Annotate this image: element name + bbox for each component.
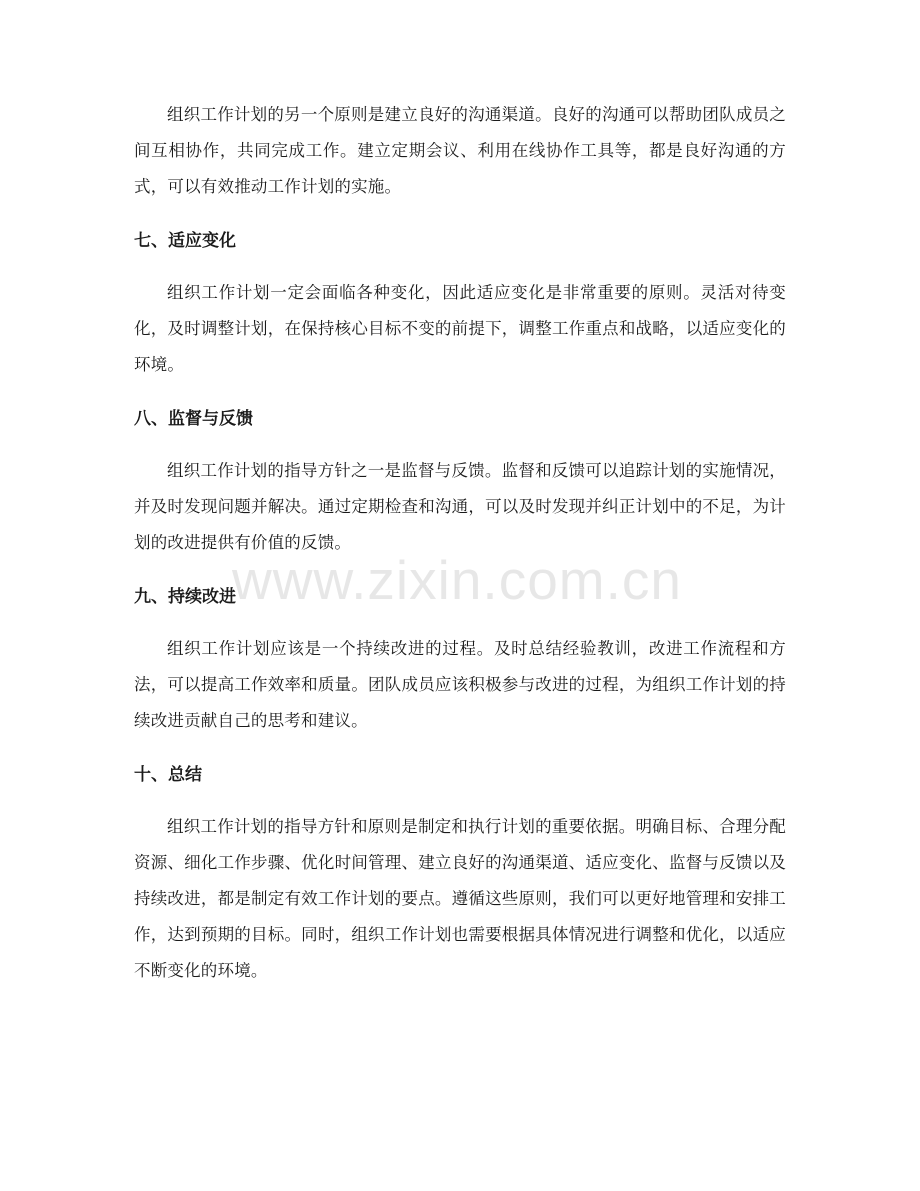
document-body	[134, 97, 786, 989]
section-heading-10: 十、总结	[134, 765, 202, 785]
section-paragraph-7: 组织工作计划一定会面临各种变化，因此适应变化是非常重要的原则。灵活对待变化，及时调整计划，在保持核心目标不变的前提下，调整工作重点和战略，以适应变化的环境。	[134, 283, 786, 374]
intro-paragraph: 组织工作计划的另一个原则是建立良好的沟通渠道。良好的沟通可以帮助团队成员之间互相协作，共同完成工作。建立定期会议、利用在线协作工具等，都是良好沟通的方式，可以有效推动工作计划的实施。	[134, 105, 786, 196]
section-heading-8: 八、监督与反馈	[134, 409, 253, 429]
watermark: www.zixin.com.cn	[232, 549, 682, 611]
section-heading-9: 九、持续改进	[134, 587, 236, 607]
section-paragraph-8: 组织工作计划的指导方针之一是监督与反馈。监督和反馈可以追踪计划的实施情况，并及时发现问题并解决。通过定期检查和沟通，可以及时发现并纠正计划中的不足，为计划的改进提供有价值的反馈。	[134, 461, 786, 552]
section-paragraph-9: 组织工作计划应该是一个持续改进的过程。及时总结经验教训，改进工作流程和方法，可以提高工作效率和质量。团队成员应该积极参与改进的过程，为组织工作计划的持续改进贡献自己的思考和建议。	[134, 639, 786, 730]
section-paragraph-10: 组织工作计划的指导方针和原则是制定和执行计划的重要依据。明确目标、合理分配资源、细化工作步骤、优化时间管理、建立良好的沟通渠道、适应变化、监督与反馈以及持续改进，都是制定有效工作计划的要点。遵循这些原则，我们可以更好地管理和安排工作，达到预期的目标。同时，组织工作计划也需要根据具体情况进行调整和优化，以适应不断变化的环境。	[134, 817, 786, 980]
section-heading-7: 七、适应变化	[134, 231, 236, 251]
